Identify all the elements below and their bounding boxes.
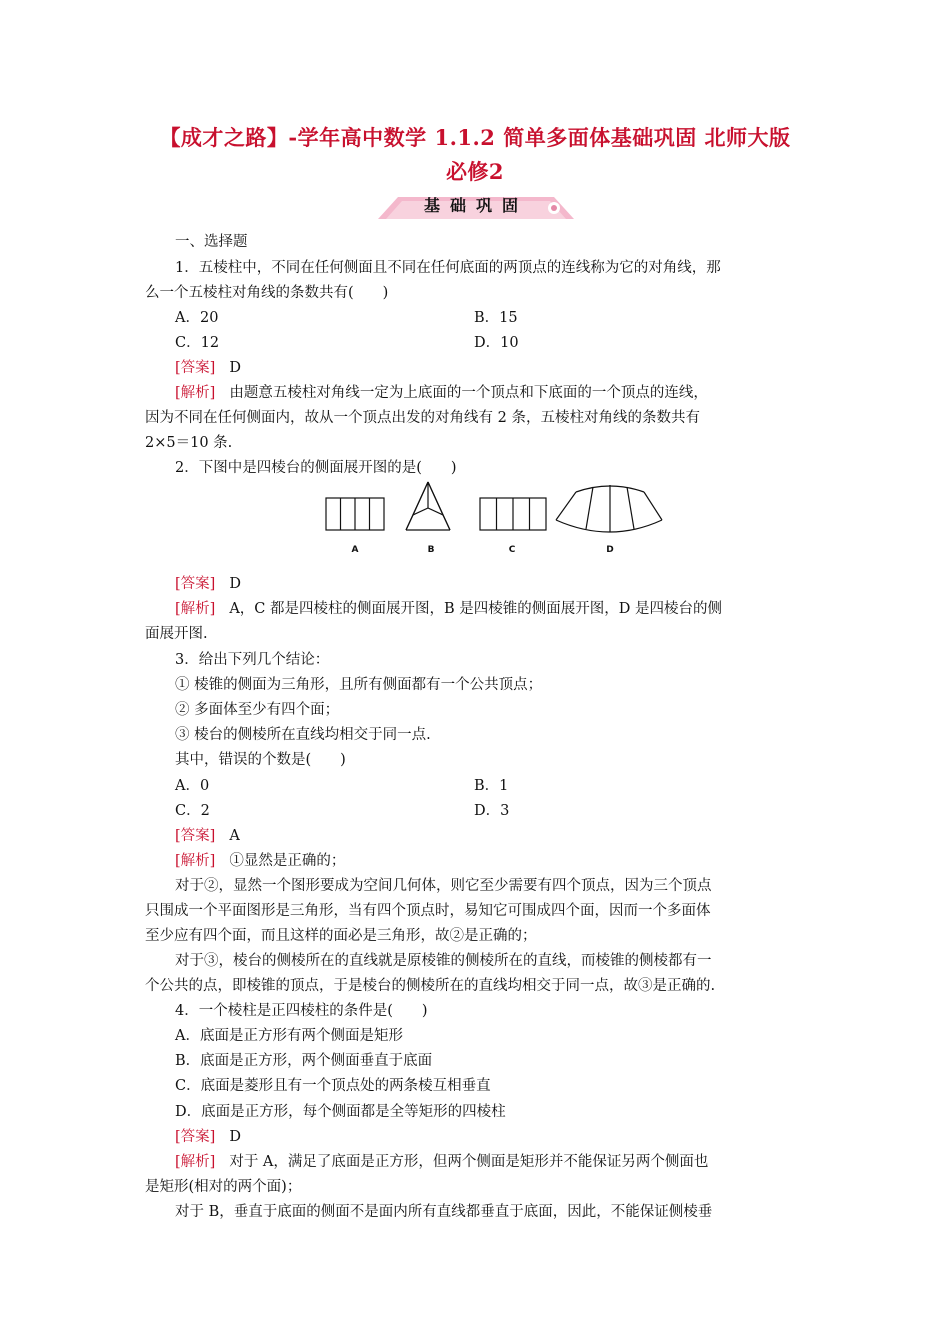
q4-option-a: A．底面是正方形有两个侧面是矩形 — [175, 1028, 403, 1044]
q3-option-c: C．2 — [175, 803, 210, 819]
q3-claim-1: ① 棱锥的侧面为三角形，且所有侧面都有一个公共顶点； — [175, 677, 543, 693]
answer-label: [答案] — [175, 576, 216, 592]
q3-answer — [175, 826, 240, 846]
q4-analysis-line1 — [175, 1152, 708, 1172]
figure-d-frustum-net — [556, 485, 662, 532]
q3-analysis-p3: 至少应有四个面，而且这样的面必是三角形，故②是正确的； — [145, 928, 537, 944]
figure-label-a: A — [351, 545, 359, 555]
q3-claim-2: ② 多面体至少有四个面； — [175, 702, 340, 718]
section-banner — [378, 193, 574, 219]
doc-title-line1: 【成才之路】-学年高中数学 1.1.2 简单多面体基础巩固 北师大版 — [159, 125, 791, 150]
answer-label: [答案] — [175, 828, 216, 844]
q1-analysis-line1 — [175, 383, 708, 403]
q1-analysis-line2: 因为不同在任何侧面内，故从一个顶点出发的对角线有 2 条，五棱柱对角线的条数共有 — [145, 410, 700, 426]
q3-claim-3: ③ 棱台的侧棱所在直线均相交于同一点. — [175, 727, 431, 743]
analysis-text: A，C 都是四棱柱的侧面展开图，B 是四棱锥的侧面展开图，D 是四棱台的侧 — [229, 601, 722, 617]
figure-a-prism-net — [326, 498, 384, 530]
q4-option-c: C．底面是菱形且有一个顶点处的两条棱互相垂直 — [175, 1078, 491, 1094]
answer-value: D — [229, 1129, 241, 1145]
q4-answer — [175, 1127, 241, 1147]
section-heading: 一、选择题 — [175, 234, 248, 250]
q2-answer — [175, 574, 241, 594]
q4-option-b: B．底面是正方形，两个侧面垂直于底面 — [175, 1053, 433, 1069]
figure-label-d: D — [606, 545, 614, 555]
q1-answer — [175, 358, 241, 378]
answer-label: [答案] — [175, 1129, 216, 1145]
q2-stem: 2．下图中是四棱台的侧面展开图的是( ) — [175, 460, 457, 476]
banner-text: 基础巩固 — [423, 196, 528, 215]
analysis-label: [解析] — [175, 1154, 216, 1170]
q3-stem: 3．给出下列几个结论： — [175, 652, 330, 668]
answer-label: [答案] — [175, 360, 216, 376]
q1-option-b: B．15 — [474, 310, 518, 326]
q2-figure — [318, 478, 668, 562]
q3-analysis-p5: 个公共的点，即棱锥的顶点，于是棱台的侧棱所在的直线均相交于同一点，故③是正确的. — [145, 978, 716, 994]
q4-option-d: D．底面是正方形，每个侧面都是全等矩形的四棱柱 — [175, 1104, 506, 1120]
q3-option-b: B．1 — [474, 778, 509, 794]
q4-analysis-line2: 是矩形(相对的两个面)； — [145, 1179, 302, 1195]
q3-option-d: D．3 — [474, 803, 510, 819]
doc-title-line2: 必修2 — [445, 159, 505, 184]
answer-value: A — [229, 828, 240, 844]
q3-analysis-p2: 只围成一个平面图形是三角形，当有四个顶点时，易知它可围成四个面，因而一个多面体 — [145, 903, 711, 919]
q3-analysis-p4: 对于③，棱台的侧棱所在的直线就是原棱锥的侧棱所在的直线，而棱锥的侧棱都有一 — [175, 953, 712, 969]
q1-option-a: A．20 — [175, 310, 219, 326]
q3-analysis-p1: 对于②，显然一个图形要成为空间几何体，则它至少需要有四个顶点，因为三个顶点 — [175, 878, 712, 894]
figure-label-c: C — [508, 545, 516, 555]
analysis-text: 由题意五棱柱对角线一定为上底面的一个顶点和下底面的一个顶点的连线， — [229, 385, 708, 401]
analysis-label: [解析] — [175, 385, 216, 401]
analysis-text: 对于 A，满足了底面是正方形，但两个侧面是矩形并不能保证另两个侧面也 — [229, 1154, 709, 1170]
q3-question: 其中，错误的个数是( ) — [175, 752, 346, 768]
figure-label-b: B — [427, 545, 435, 555]
q1-stem-line1: 1．五棱柱中，不同在任何侧面且不同在任何底面的两顶点的连线称为它的对角线，那 — [175, 260, 721, 276]
analysis-text: ①显然是正确的； — [229, 853, 346, 869]
analysis-label: [解析] — [175, 601, 216, 617]
answer-value: D — [229, 576, 241, 592]
figure-c-prism-net — [480, 498, 546, 530]
q2-analysis-line2: 面展开图. — [145, 626, 208, 642]
answer-value: D — [229, 360, 241, 376]
q4-analysis-p1: 对于 B，垂直于底面的侧面不是面内所有直线都垂直于底面，因此，不能保证侧棱垂 — [175, 1204, 713, 1220]
q1-stem-line2: 么一个五棱柱对角线的条数共有( ) — [145, 285, 389, 301]
q1-option-d: D．10 — [474, 335, 519, 351]
unfolding-diagrams — [318, 478, 668, 562]
q1-analysis-line3: 2×5＝10 条. — [145, 435, 233, 451]
q1-option-c: C．12 — [175, 335, 220, 351]
figure-b-pyramid-net — [406, 482, 450, 530]
q4-stem: 4．一个棱柱是正四棱柱的条件是( ) — [175, 1003, 428, 1019]
q2-analysis-line1 — [175, 599, 722, 619]
analysis-label: [解析] — [175, 853, 216, 869]
q3-analysis-line1 — [175, 851, 345, 871]
q3-option-a: A．0 — [175, 778, 210, 794]
